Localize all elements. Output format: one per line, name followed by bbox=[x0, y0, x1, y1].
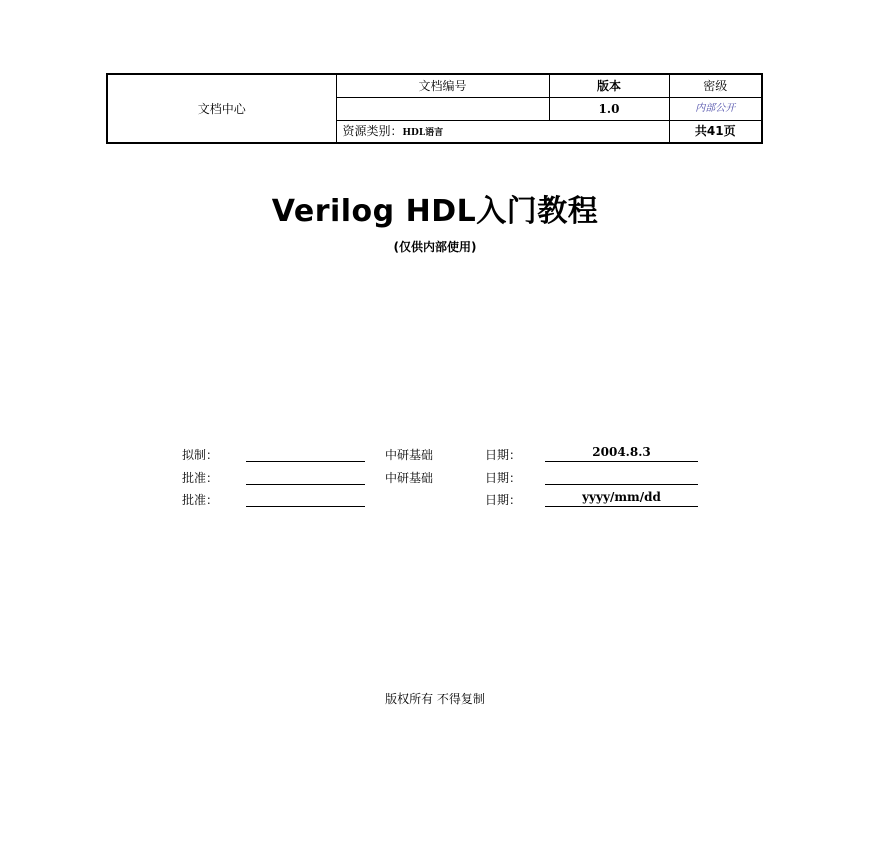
department-cell: 文档中心 bbox=[107, 74, 336, 143]
resource-type-cell bbox=[336, 120, 669, 143]
doc-number-header: 文档编号 bbox=[336, 74, 549, 97]
date-label: 日期： bbox=[485, 448, 522, 462]
signature-label: 批准： bbox=[182, 471, 219, 485]
date-label: 日期： bbox=[485, 493, 522, 507]
signature-org: 中研基础 bbox=[385, 471, 434, 485]
security-header: 密级 bbox=[669, 74, 762, 97]
version-header: 版本 bbox=[549, 74, 669, 97]
copyright-notice: 版权所有 不得复制 bbox=[385, 692, 485, 706]
date-value bbox=[545, 466, 698, 485]
document-subtitle: (仅供内部使用) bbox=[393, 240, 477, 254]
signature-line bbox=[246, 484, 365, 485]
resource-type-value: HDL语言 bbox=[402, 127, 444, 138]
page-count: 共41页 bbox=[669, 120, 762, 143]
security-value: 内部公开 bbox=[669, 97, 762, 120]
signature-row-approve-1 bbox=[0, 466, 870, 486]
date-value: yyyy/mm/dd bbox=[545, 488, 698, 507]
signature-row-draft bbox=[0, 443, 870, 463]
resource-type-label: 资源类别： bbox=[342, 123, 403, 138]
signature-label: 批准： bbox=[182, 493, 219, 507]
signature-row-approve-2 bbox=[0, 488, 870, 508]
signature-line bbox=[246, 506, 365, 507]
document-title: Verilog HDL入门教程 bbox=[271, 194, 599, 229]
signature-org: 中研基础 bbox=[385, 448, 434, 462]
date-value: 2004.8.3 bbox=[545, 443, 698, 462]
signature-line bbox=[246, 461, 365, 462]
date-label: 日期： bbox=[485, 471, 522, 485]
version-value: 1.0 bbox=[549, 97, 669, 120]
doc-number-value bbox=[336, 97, 549, 120]
document-header-table bbox=[106, 73, 763, 144]
signature-label: 拟制： bbox=[182, 448, 219, 462]
